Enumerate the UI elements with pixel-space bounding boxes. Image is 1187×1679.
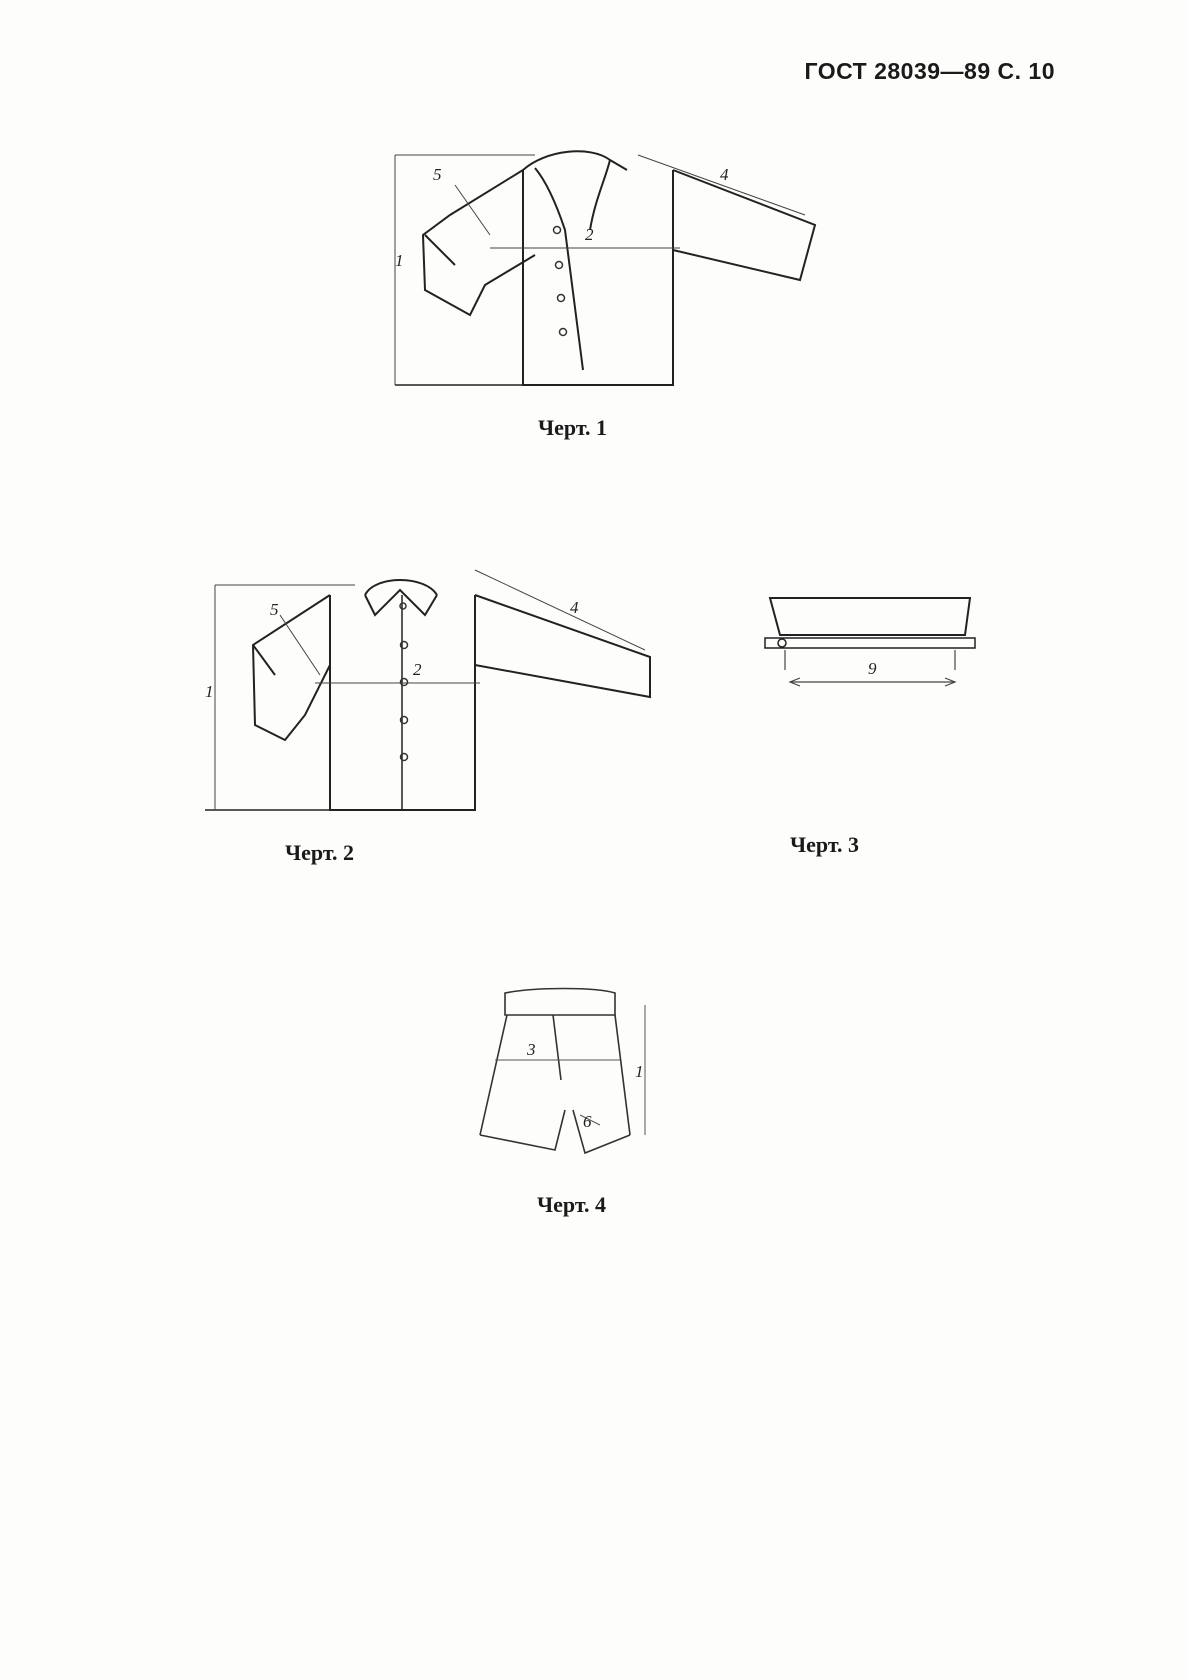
figure-1-cardigan-drawing <box>395 140 865 400</box>
figure-2-dim-2: 2 <box>413 660 422 679</box>
figure-4-dim-1: 1 <box>635 1062 644 1081</box>
figure-4-shorts-drawing <box>465 985 665 1165</box>
figure-2-dim-1: 1 <box>205 682 214 701</box>
figure-3-caption: Черт. 3 <box>790 832 860 857</box>
figure-2-caption: Черт. 2 <box>285 840 355 865</box>
page-header: ГОСТ 28039—89 С. 10 <box>804 58 1055 84</box>
figure-1-dim-4: 4 <box>720 165 729 184</box>
figure-1-dim-2: 2 <box>585 225 594 244</box>
figure-4-dim-3: 3 <box>527 1040 536 1059</box>
figure-1-dim-1: 1 <box>395 251 404 270</box>
figure-2-dim-5: 5 <box>270 600 279 619</box>
figure-2-shirt-drawing <box>205 565 665 825</box>
figure-3-dim-9: 9 <box>868 659 877 678</box>
figure-3-cap-drawing <box>760 590 990 700</box>
figure-4-caption: Черт. 4 <box>537 1192 607 1217</box>
figure-2-dim-4: 4 <box>570 598 579 617</box>
figure-1-dim-5: 5 <box>433 165 442 184</box>
figure-1-caption: Черт. 1 <box>538 415 608 440</box>
figure-4-dim-6: 6 <box>583 1112 592 1131</box>
